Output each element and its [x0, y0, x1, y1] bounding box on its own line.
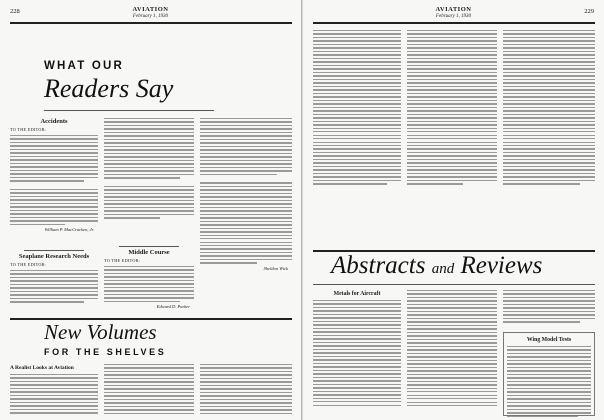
letters-column-2 [104, 118, 194, 238]
letters-column-1: Accidents TO THE EDITOR: William P. MacCracken, Jr. [10, 118, 98, 248]
right-column-3 [503, 30, 595, 250]
letter-1-body [10, 135, 98, 225]
right-top-rule [313, 22, 595, 24]
letter-1-title: Accidents [40, 118, 68, 125]
metals-for-aircraft-title: Metals for Aircraft [333, 291, 381, 297]
letter-2-title: Seaplane Research Needs [18, 253, 90, 260]
new-volumes-subtitle: FOR THE SHELVES [44, 347, 167, 357]
abstract-column-1 [313, 290, 401, 420]
right-page-number: 229 [584, 8, 594, 15]
book-review-column-2 [104, 364, 194, 420]
reviews-word: Reviews [460, 252, 543, 279]
readers-say-kicker: WHAT OUR [44, 60, 124, 72]
book-review-title: A Realist Looks at Aviation [10, 365, 74, 371]
abstracts-underline [313, 284, 595, 285]
left-masthead [10, 6, 291, 20]
left-page-number: 228 [10, 8, 20, 15]
wing-model-tests-title: Wing Model Tests [526, 337, 572, 343]
and-word: and [431, 261, 455, 277]
right-page [302, 0, 604, 420]
letter-2: Seaplane Research Needs TO THE EDITOR: [10, 250, 98, 310]
readers-say-title: Readers Say [44, 74, 174, 103]
letters-column-3 [200, 118, 292, 318]
left-magazine-name: AVIATION [132, 6, 169, 13]
letter-3-signature: Edward D. Parker [156, 304, 190, 310]
letter-2-body [10, 270, 98, 303]
book-review-column-1 [10, 364, 98, 420]
right-column-2 [407, 30, 497, 250]
letter-1-signature: William P. MacCracken, Jr. [44, 227, 94, 233]
right-magazine-name: AVIATION [435, 6, 472, 13]
left-issue-date: February 1, 1930 [132, 14, 169, 19]
wing-model-tests-box [503, 332, 595, 416]
book-review-column-3 [200, 364, 292, 420]
right-masthead [313, 6, 594, 20]
readers-say-underline [44, 110, 214, 111]
right-running-head [313, 6, 594, 22]
letter-3-title: Middle Course [128, 249, 170, 256]
left-running-head [10, 6, 291, 22]
new-volumes-title: New Volumes [44, 320, 157, 344]
abstract-column-2 [407, 290, 497, 420]
right-issue-date: February 1, 1930 [435, 14, 472, 19]
letter-2-signature: Sheldon Wick [263, 265, 288, 271]
letter-3: Middle Course TO THE EDITOR: Edward D. Parker [104, 246, 194, 316]
abstracts-word: Abstracts [331, 252, 426, 279]
abstract-column-3 [503, 290, 595, 330]
right-column-1 [313, 30, 401, 250]
left-top-rule [10, 22, 292, 24]
abstracts-title [331, 252, 542, 280]
